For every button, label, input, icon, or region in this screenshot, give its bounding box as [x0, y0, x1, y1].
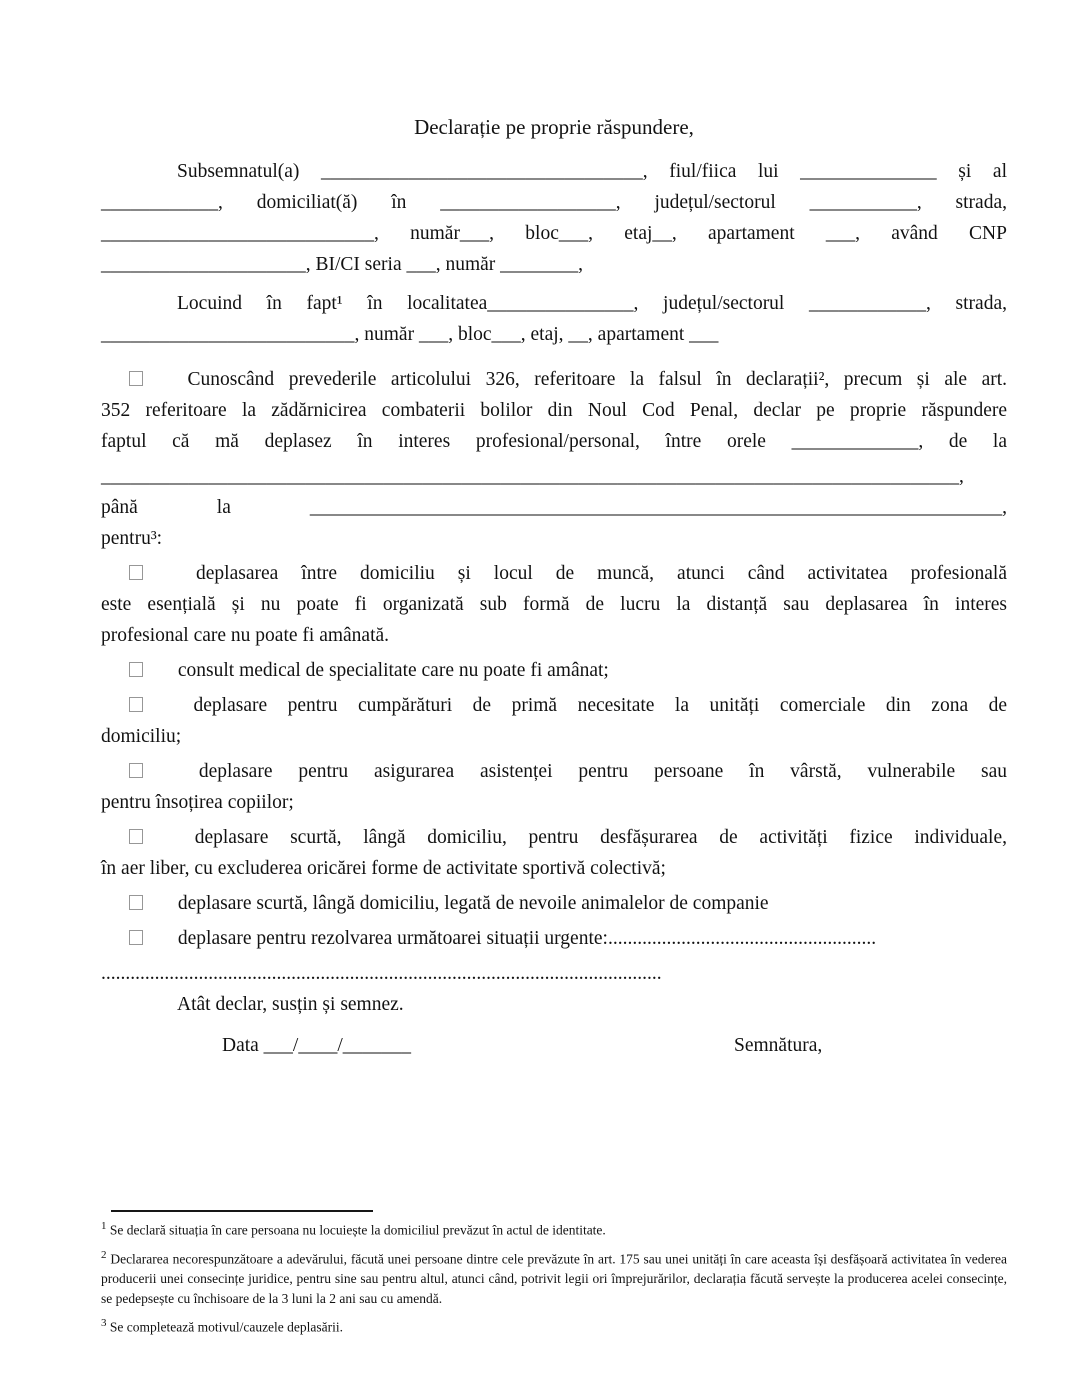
identity-paragraph — [101, 156, 1007, 280]
footnote-marker: 3 — [101, 1317, 107, 1329]
identity-line-1: Subsemnatul(a) _________________________________, fiul/fiica lui ______________ și al — [177, 161, 1007, 182]
reason-checkbox-icon[interactable] — [129, 662, 143, 677]
reason-first-line — [101, 923, 1007, 954]
footnote-1 — [101, 1216, 1007, 1241]
declaration-document — [101, 0, 1007, 1338]
signature-label: Semnătura, — [734, 1035, 823, 1056]
reason-continuation-line: în aer liber, cu excluderea oricărei forme de activitate sportivă colectivă; — [101, 858, 666, 879]
reason-text: deplasare scurtă, lângă domiciliu, legată de nevoile animalelor de companie — [177, 893, 769, 914]
reason-continuation-line: domiciliu; — [101, 726, 182, 747]
reason-text: deplasare pentru asigurarea asistenței pentru persoane în vârstă, vulnerabile sau — [198, 761, 1008, 782]
from-location-blank-line: ________________________________________________________________________________________, — [101, 466, 964, 487]
declaration-line-2: 352 referitoare la zădărnicirea combaterii bolilor din Noul Cod Penal, declar pe proprie răspundere — [101, 400, 1007, 421]
date-field-label: Data ___/____/_______ — [222, 1035, 412, 1056]
footnote-text: Se completează motivul/cauzele deplasării. — [109, 1319, 344, 1335]
footnote-text: Se declară situația în care persoana nu locuiește la domiciliul prevăzut în actul de identitate. — [109, 1222, 606, 1238]
reason-first-line — [101, 558, 1007, 589]
time-interval-line: faptul că mă deplasez în interes profesional/personal, între orele _____________, de la — [101, 431, 1007, 452]
reason-text: deplasare pentru rezolvarea următoarei situații urgente:....................................................... — [177, 928, 877, 949]
reason-first-line — [101, 690, 1007, 721]
reason-item-assistance — [101, 756, 1007, 818]
reason-first-line — [101, 655, 1007, 686]
footnote-divider — [111, 1210, 373, 1212]
reason-checkbox-icon[interactable] — [129, 565, 143, 580]
reason-continuation-line: profesional care nu poate fi amânată. — [101, 625, 390, 646]
reason-checkbox-icon[interactable] — [129, 763, 143, 778]
reason-item-physical-activity — [101, 822, 1007, 884]
reason-item-shopping — [101, 690, 1007, 752]
reason-text: deplasare scurtă, lângă domiciliu, pentru desfășurarea de activități fizice individuale, — [194, 827, 1007, 848]
footnote-marker: 1 — [101, 1220, 107, 1232]
declaration-paragraph — [101, 364, 1007, 554]
reason-item-urgent-situation — [101, 923, 1007, 954]
reason-checkbox-icon[interactable] — [129, 829, 143, 844]
reason-first-line — [101, 756, 1007, 787]
identity-line-3: ____________________________, număr___, bloc___, etaj__, apartament ___, având CNP — [101, 223, 1007, 244]
declaration-checkbox-icon[interactable] — [129, 371, 143, 386]
reason-item-pets — [101, 888, 1007, 919]
residence-line-1: Locuind în fapt¹ în localitatea_______________, județul/sectorul ____________, strada, — [177, 293, 1007, 314]
declaration-intro-text: Cunoscând prevederile articolului 326, referitoare la falsul în declarații², precum și ale art. — [187, 369, 1008, 390]
reason-continuation-line: pentru însoțirea copiilor; — [101, 792, 294, 813]
declaration-intro-line — [101, 364, 1007, 395]
identity-line-4: _____________________, BI/CI seria ___, număr ________, — [101, 254, 584, 275]
purpose-label-line: pentru³: — [101, 528, 163, 549]
residence-paragraph — [101, 288, 1007, 350]
reason-text: deplasarea între domiciliu și locul de muncă, atunci când activitatea profesională — [196, 563, 1007, 584]
reason-item-work — [101, 558, 1007, 651]
footnotes-section — [101, 1210, 1007, 1338]
reason-text: deplasare pentru cumpărături de primă necesitate la unități comerciale din zona de — [193, 695, 1008, 716]
footnote-2 — [101, 1245, 1007, 1310]
closing-statement: Atât declar, susțin și semnez. — [177, 994, 404, 1015]
reason-first-line — [101, 888, 1007, 919]
reason-checkbox-icon[interactable] — [129, 895, 143, 910]
footnote-text: Declararea necorespunzătoare a adevărului, făcută unei persoane dintre cele prevăzute în art. 175 sau unei unități în care aceasta își desfășoară activitatea în vederea producerii unei consecințe juridice, pentru sine sau pentru altul, atunci când, potrivit legii ori împrejurărilor, declarația făcută servește la producerea acelei consecințe, se pedepsește cu închisoare de la 3 luni la 2 ani sau cu amendă. — [101, 1251, 1007, 1306]
document-title: Declarație pe proprie răspundere, — [414, 115, 694, 139]
reason-checkbox-icon[interactable] — [129, 697, 143, 712]
until-location-line: până la _______________________________________________________________________, — [101, 497, 1007, 518]
reason-first-line — [101, 822, 1007, 853]
reason-checkbox-icon[interactable] — [129, 930, 143, 945]
date-signature-row — [101, 1030, 1007, 1061]
urgent-situation-dots-line: ................................................................................................................... — [101, 963, 662, 984]
reason-item-medical — [101, 655, 1007, 686]
travel-reasons-list — [101, 558, 1007, 954]
reason-text: consult medical de specialitate care nu poate fi amânat; — [177, 660, 609, 681]
footnote-3 — [101, 1313, 1007, 1338]
residence-line-2: __________________________, număr ___, bloc___, etaj, __, apartament ___ — [101, 324, 719, 345]
reason-continuation-line: este esențială și nu poate fi organizată sub formă de lucru la distanță sau deplasarea în interes — [101, 594, 1007, 615]
footnote-marker: 2 — [101, 1248, 107, 1261]
identity-line-2: ____________, domiciliat(ă) în __________________, județul/sectorul ___________, strada, — [101, 192, 1007, 213]
